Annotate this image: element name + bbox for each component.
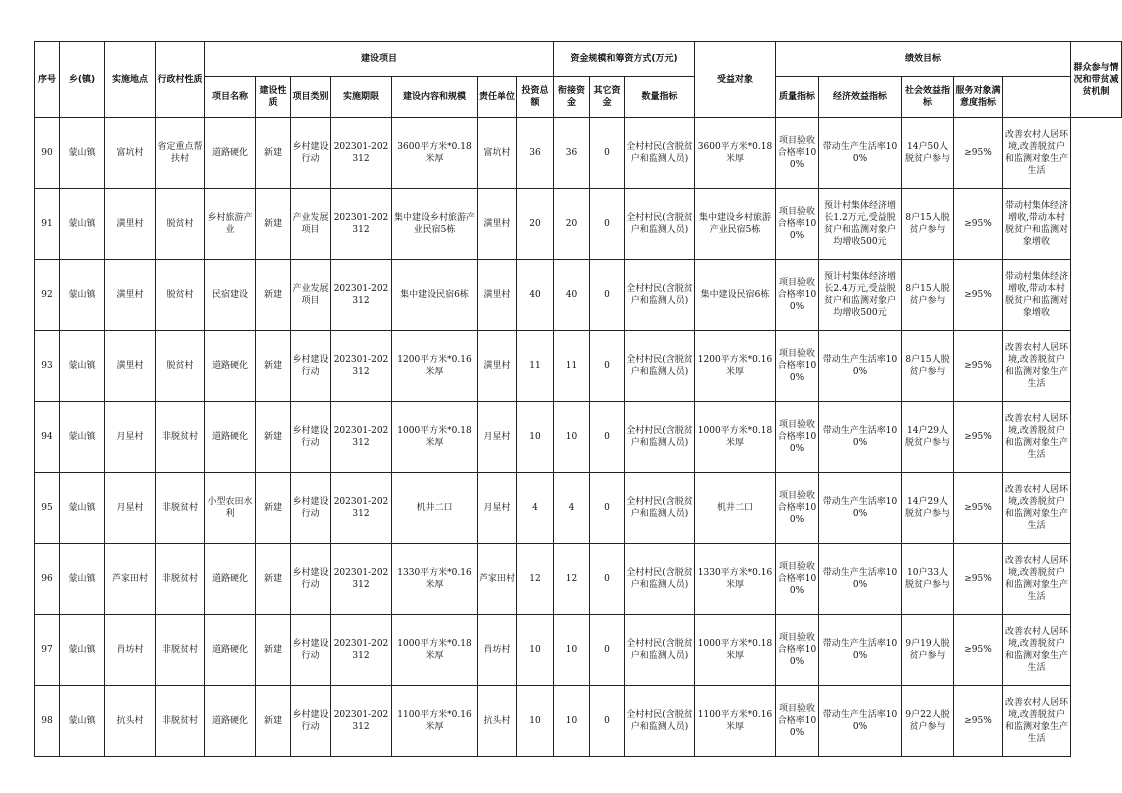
cell-other-funds: 0: [590, 189, 625, 260]
cell-project-category: 产业发展项目: [291, 260, 331, 331]
cell-responsible-unit: 抗头村: [478, 686, 517, 757]
cell-beneficiaries: 全村村民(含脱贫户和监测人员): [625, 260, 695, 331]
cell-village-type: 脱贫村: [156, 331, 205, 402]
cell-responsible-unit: 芦家田村: [478, 544, 517, 615]
cell-social-indicator: 14户29人脱贫户参与: [902, 473, 954, 544]
cell-satisfaction-indicator: ≥95%: [954, 473, 1003, 544]
header-location: 实施地点: [105, 42, 156, 118]
cell-quantity-indicator: 1000平方米*0.18米厚: [695, 615, 776, 686]
cell-social-indicator: 9户22人脱贫户参与: [902, 686, 954, 757]
header-quantity-indicator: 数量指标: [625, 77, 695, 118]
table-row: [35, 402, 1122, 473]
cell-content-scale: 3600平方米*0.18米厚: [392, 118, 478, 189]
cell-town: 蒙山镇: [60, 473, 105, 544]
header-responsible-unit: 责任单位: [478, 77, 517, 118]
cell-quality-indicator: 项目验收合格率100%: [776, 686, 819, 757]
cell-responsible-unit: 潢里村: [478, 189, 517, 260]
cell-quantity-indicator: 1100平方米*0.16米厚: [695, 686, 776, 757]
cell-social-indicator: 9户19人脱贫户参与: [902, 615, 954, 686]
cell-quality-indicator: 项目验收合格率100%: [776, 473, 819, 544]
cell-responsible-unit: 肖坊村: [478, 615, 517, 686]
cell-period: 202301-202312: [331, 544, 392, 615]
table-row: [35, 260, 1122, 331]
cell-beneficiaries: 全村村民(含脱贫户和监测人员): [625, 615, 695, 686]
cell-economic-indicator: 带动生产生活率100%: [819, 686, 902, 757]
cell-total-investment: 40: [517, 260, 554, 331]
cell-mechanism: 带动村集体经济增收,带动本村脱贫户和监测对象增收: [1003, 260, 1071, 331]
cell-village-type: 非脱贫村: [156, 544, 205, 615]
cell-build-nature: 新建: [256, 402, 291, 473]
cell-satisfaction-indicator: ≥95%: [954, 260, 1003, 331]
cell-town: 蒙山镇: [60, 331, 105, 402]
cell-quality-indicator: 项目验收合格率100%: [776, 189, 819, 260]
cell-content-scale: 1200平方米*0.16米厚: [392, 331, 478, 402]
cell-project-name: 道路硬化: [205, 331, 256, 402]
cell-seq: 95: [35, 473, 60, 544]
cell-mechanism: 改善农村人居环境,改善脱贫户和监测对象生产生活: [1003, 473, 1071, 544]
cell-linked-funds: 40: [554, 260, 590, 331]
cell-economic-indicator: 预计村集体经济增长1.2万元,受益脱贫户和监测对象户均增收500元: [819, 189, 902, 260]
cell-total-investment: 12: [517, 544, 554, 615]
cell-quantity-indicator: 1000平方米*0.18米厚: [695, 402, 776, 473]
cell-responsible-unit: 月星村: [478, 402, 517, 473]
cell-total-investment: 10: [517, 402, 554, 473]
cell-quality-indicator: 项目验收合格率100%: [776, 260, 819, 331]
cell-responsible-unit: 潢里村: [478, 331, 517, 402]
cell-seq: 91: [35, 189, 60, 260]
cell-content-scale: 机井二口: [392, 473, 478, 544]
cell-economic-indicator: 带动生产生活率100%: [819, 615, 902, 686]
cell-satisfaction-indicator: ≥95%: [954, 331, 1003, 402]
cell-mechanism: 改善农村人居环境,改善脱贫户和监测对象生产生活: [1003, 686, 1071, 757]
cell-quantity-indicator: 机井二口: [695, 473, 776, 544]
cell-total-investment: 4: [517, 473, 554, 544]
cell-project-name: 道路硬化: [205, 686, 256, 757]
cell-social-indicator: 8户15人脱贫户参与: [902, 260, 954, 331]
cell-total-investment: 10: [517, 615, 554, 686]
cell-satisfaction-indicator: ≥95%: [954, 118, 1003, 189]
header-quality-indicator: 质量指标: [776, 77, 819, 118]
cell-other-funds: 0: [590, 260, 625, 331]
cell-town: 蒙山镇: [60, 402, 105, 473]
header-period: 实施期限: [331, 77, 392, 118]
cell-mechanism: 改善农村人居环境,改善脱贫户和监测对象生产生活: [1003, 331, 1071, 402]
cell-period: 202301-202312: [331, 473, 392, 544]
cell-seq: 98: [35, 686, 60, 757]
cell-project-name: 乡村旅游产业: [205, 189, 256, 260]
cell-period: 202301-202312: [331, 686, 392, 757]
cell-seq: 93: [35, 331, 60, 402]
cell-satisfaction-indicator: ≥95%: [954, 402, 1003, 473]
cell-period: 202301-202312: [331, 189, 392, 260]
header-build-nature: 建设性质: [256, 77, 291, 118]
cell-social-indicator: 14户50人脱贫户参与: [902, 118, 954, 189]
header-performance-group: 绩效目标: [776, 42, 1071, 77]
cell-satisfaction-indicator: ≥95%: [954, 615, 1003, 686]
cell-town: 蒙山镇: [60, 544, 105, 615]
cell-quantity-indicator: 1330平方米*0.16米厚: [695, 544, 776, 615]
cell-linked-funds: 10: [554, 402, 590, 473]
cell-project-category: 乡村建设行动: [291, 686, 331, 757]
table-row: [35, 331, 1122, 402]
header-town: 乡(镇): [60, 42, 105, 118]
header-project-category: 项目类别: [291, 77, 331, 118]
cell-project-category: 乡村建设行动: [291, 331, 331, 402]
cell-total-investment: 11: [517, 331, 554, 402]
cell-location: 抗头村: [105, 686, 156, 757]
header-social-indicator: 社会效益指标: [902, 77, 954, 118]
cell-build-nature: 新建: [256, 331, 291, 402]
cell-linked-funds: 12: [554, 544, 590, 615]
cell-project-category: 乡村建设行动: [291, 615, 331, 686]
cell-location: 月星村: [105, 473, 156, 544]
cell-period: 202301-202312: [331, 118, 392, 189]
cell-project-category: 产业发展项目: [291, 189, 331, 260]
cell-quality-indicator: 项目验收合格率100%: [776, 331, 819, 402]
cell-satisfaction-indicator: ≥95%: [954, 544, 1003, 615]
cell-social-indicator: 8户15人脱贫户参与: [902, 331, 954, 402]
cell-village-type: 省定重点帮扶村: [156, 118, 205, 189]
cell-beneficiaries: 全村村民(含脱贫户和监测人员): [625, 189, 695, 260]
cell-village-type: 非脱贫村: [156, 402, 205, 473]
table-row: [35, 686, 1122, 757]
header-economic-indicator: 经济效益指标: [819, 77, 902, 118]
header-seq: 序号: [35, 42, 60, 118]
cell-period: 202301-202312: [331, 615, 392, 686]
header-row-1: [35, 42, 1122, 77]
cell-economic-indicator: 带动生产生活率100%: [819, 473, 902, 544]
cell-seq: 92: [35, 260, 60, 331]
cell-quantity-indicator: 3600平方米*0.18米厚: [695, 118, 776, 189]
cell-other-funds: 0: [590, 544, 625, 615]
cell-linked-funds: 20: [554, 189, 590, 260]
cell-other-funds: 0: [590, 402, 625, 473]
cell-location: 富坑村: [105, 118, 156, 189]
cell-linked-funds: 10: [554, 615, 590, 686]
cell-beneficiaries: 全村村民(含脱贫户和监测人员): [625, 686, 695, 757]
cell-location: 芦家田村: [105, 544, 156, 615]
cell-economic-indicator: 带动生产生活率100%: [819, 118, 902, 189]
header-mechanism: 群众参与情况和带贫减贫机制: [1071, 42, 1122, 118]
cell-village-type: 脱贫村: [156, 189, 205, 260]
cell-other-funds: 0: [590, 331, 625, 402]
cell-location: 潢里村: [105, 331, 156, 402]
project-table: [34, 41, 1122, 757]
cell-mechanism: 带动村集体经济增收,带动本村脱贫户和监测对象增收: [1003, 189, 1071, 260]
cell-satisfaction-indicator: ≥95%: [954, 189, 1003, 260]
cell-content-scale: 1330平方米*0.16米厚: [392, 544, 478, 615]
cell-content-scale: 1000平方米*0.18米厚: [392, 615, 478, 686]
header-village-type: 行政村性质: [156, 42, 205, 118]
cell-total-investment: 20: [517, 189, 554, 260]
cell-village-type: 非脱贫村: [156, 473, 205, 544]
cell-other-funds: 0: [590, 473, 625, 544]
cell-mechanism: 改善农村人居环境,改善脱贫户和监测对象生产生活: [1003, 544, 1071, 615]
cell-project-name: 小型农田水利: [205, 473, 256, 544]
cell-beneficiaries: 全村村民(含脱贫户和监测人员): [625, 331, 695, 402]
cell-other-funds: 0: [590, 686, 625, 757]
cell-total-investment: 36: [517, 118, 554, 189]
cell-responsible-unit: 月星村: [478, 473, 517, 544]
cell-location: 月星村: [105, 402, 156, 473]
cell-beneficiaries: 全村村民(含脱贫户和监测人员): [625, 544, 695, 615]
header-beneficiaries: 受益对象: [695, 42, 776, 118]
table-row: [35, 473, 1122, 544]
table-body: [35, 118, 1122, 757]
cell-build-nature: 新建: [256, 189, 291, 260]
cell-period: 202301-202312: [331, 260, 392, 331]
cell-linked-funds: 4: [554, 473, 590, 544]
cell-project-name: 民宿建设: [205, 260, 256, 331]
cell-content-scale: 集中建设乡村旅游产业民宿5栋: [392, 189, 478, 260]
cell-seq: 97: [35, 615, 60, 686]
cell-build-nature: 新建: [256, 473, 291, 544]
cell-mechanism: 改善农村人居环境,改善脱贫户和监测对象生产生活: [1003, 615, 1071, 686]
table-row: [35, 118, 1122, 189]
cell-beneficiaries: 全村村民(含脱贫户和监测人员): [625, 118, 695, 189]
cell-period: 202301-202312: [331, 331, 392, 402]
cell-economic-indicator: 带动生产生活率100%: [819, 544, 902, 615]
cell-project-category: 乡村建设行动: [291, 544, 331, 615]
cell-content-scale: 1100平方米*0.16米厚: [392, 686, 478, 757]
cell-location: 潢里村: [105, 189, 156, 260]
cell-beneficiaries: 全村村民(含脱贫户和监测人员): [625, 402, 695, 473]
cell-social-indicator: 10户33人脱贫户参与: [902, 544, 954, 615]
cell-build-nature: 新建: [256, 118, 291, 189]
header-funds-group: 资金规模和筹资方式(万元): [554, 42, 695, 77]
cell-satisfaction-indicator: ≥95%: [954, 686, 1003, 757]
cell-mechanism: 改善农村人居环境,改善脱贫户和监测对象生产生活: [1003, 402, 1071, 473]
header-other-funds: 其它资金: [590, 77, 625, 118]
cell-project-category: 乡村建设行动: [291, 473, 331, 544]
cell-total-investment: 10: [517, 686, 554, 757]
table-row: [35, 615, 1122, 686]
cell-economic-indicator: 带动生产生活率100%: [819, 331, 902, 402]
cell-town: 蒙山镇: [60, 615, 105, 686]
cell-linked-funds: 11: [554, 331, 590, 402]
cell-period: 202301-202312: [331, 402, 392, 473]
cell-town: 蒙山镇: [60, 118, 105, 189]
table-row: [35, 544, 1122, 615]
cell-content-scale: 1000平方米*0.18米厚: [392, 402, 478, 473]
cell-mechanism: 改善农村人居环境,改善脱贫户和监测对象生产生活: [1003, 118, 1071, 189]
cell-seq: 94: [35, 402, 60, 473]
cell-content-scale: 集中建设民宿6栋: [392, 260, 478, 331]
cell-build-nature: 新建: [256, 686, 291, 757]
cell-quality-indicator: 项目验收合格率100%: [776, 615, 819, 686]
cell-other-funds: 0: [590, 118, 625, 189]
cell-project-name: 道路硬化: [205, 118, 256, 189]
cell-seq: 96: [35, 544, 60, 615]
cell-town: 蒙山镇: [60, 189, 105, 260]
cell-town: 蒙山镇: [60, 686, 105, 757]
cell-village-type: 脱贫村: [156, 260, 205, 331]
header-content-scale: 建设内容和规模: [392, 77, 478, 118]
header-satisfaction-indicator: 服务对象满意度指标: [954, 77, 1003, 118]
cell-seq: 90: [35, 118, 60, 189]
cell-project-category: 乡村建设行动: [291, 402, 331, 473]
cell-project-name: 道路硬化: [205, 615, 256, 686]
cell-quality-indicator: 项目验收合格率100%: [776, 118, 819, 189]
cell-linked-funds: 36: [554, 118, 590, 189]
cell-location: 肖坊村: [105, 615, 156, 686]
cell-build-nature: 新建: [256, 615, 291, 686]
cell-project-name: 道路硬化: [205, 402, 256, 473]
cell-quantity-indicator: 集中建设乡村旅游产业民宿5栋: [695, 189, 776, 260]
cell-responsible-unit: 潢里村: [478, 260, 517, 331]
cell-project-category: 乡村建设行动: [291, 118, 331, 189]
cell-village-type: 非脱贫村: [156, 686, 205, 757]
table-row: [35, 189, 1122, 260]
cell-location: 潢里村: [105, 260, 156, 331]
header-project-group: 建设项目: [205, 42, 554, 77]
cell-social-indicator: 8户15人脱贫户参与: [902, 189, 954, 260]
cell-village-type: 非脱贫村: [156, 615, 205, 686]
cell-project-name: 道路硬化: [205, 544, 256, 615]
cell-town: 蒙山镇: [60, 260, 105, 331]
cell-build-nature: 新建: [256, 544, 291, 615]
cell-quantity-indicator: 集中建设民宿6栋: [695, 260, 776, 331]
cell-economic-indicator: 预计村集体经济增长2.4万元,受益脱贫户和监测对象户均增收500元: [819, 260, 902, 331]
cell-beneficiaries: 全村村民(含脱贫户和监测人员): [625, 473, 695, 544]
cell-quantity-indicator: 1200平方米*0.16米厚: [695, 331, 776, 402]
cell-linked-funds: 10: [554, 686, 590, 757]
cell-quality-indicator: 项目验收合格率100%: [776, 402, 819, 473]
cell-responsible-unit: 富坑村: [478, 118, 517, 189]
cell-other-funds: 0: [590, 615, 625, 686]
cell-economic-indicator: 带动生产生活率100%: [819, 402, 902, 473]
header-total-investment: 投资总额: [517, 77, 554, 118]
header-linked-funds: 衔接资金: [554, 77, 590, 118]
cell-quality-indicator: 项目验收合格率100%: [776, 544, 819, 615]
cell-social-indicator: 14户29人脱贫户参与: [902, 402, 954, 473]
header-project-name: 项目名称: [205, 77, 256, 118]
cell-build-nature: 新建: [256, 260, 291, 331]
